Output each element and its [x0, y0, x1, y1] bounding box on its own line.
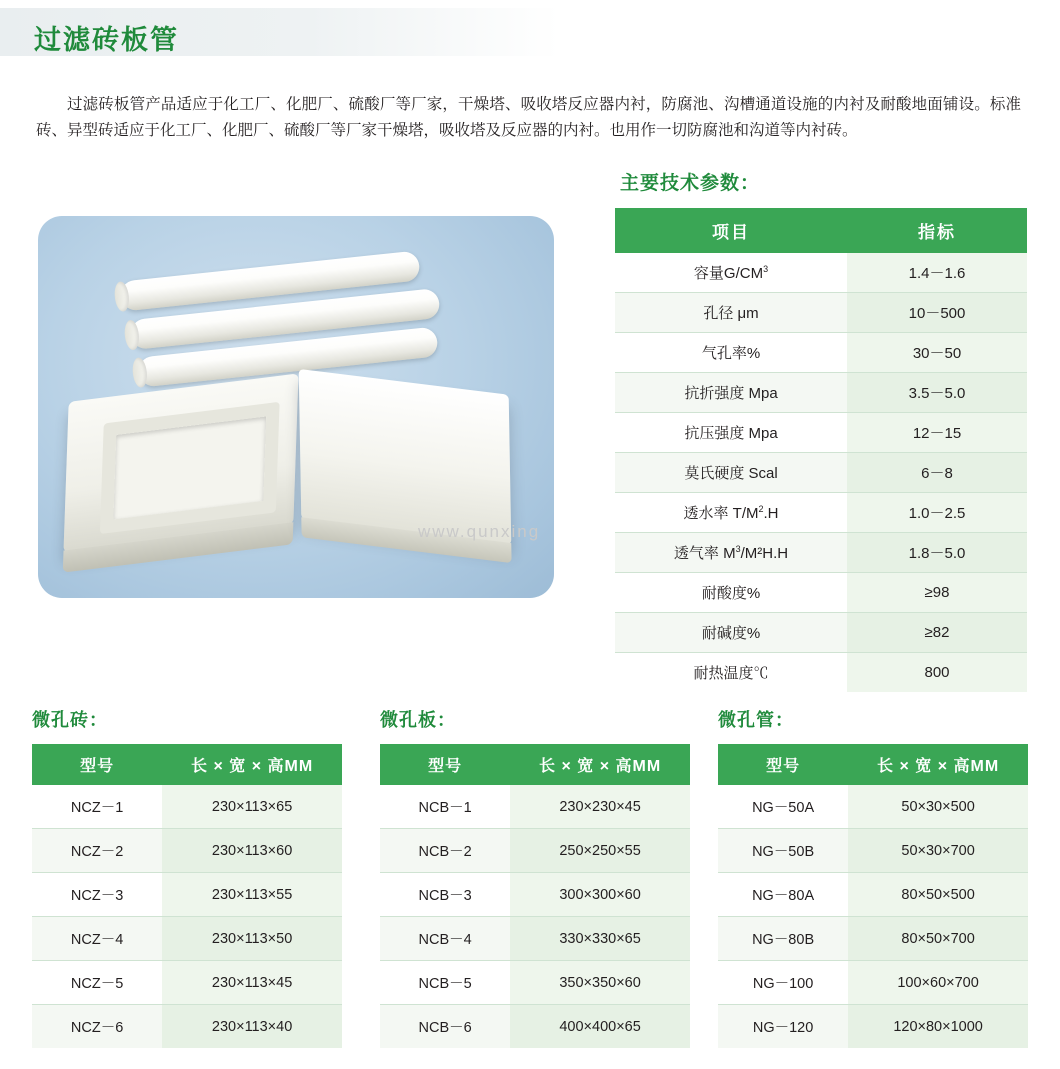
table-title: 微孔板： — [380, 710, 456, 730]
model-cell: NCZ－4 — [32, 917, 162, 961]
plate-edge — [301, 517, 511, 563]
size-cell: 230×113×50 — [162, 917, 342, 961]
size-cell: 350×350×60 — [510, 961, 690, 1005]
spec-value-cell: 30－50 — [847, 333, 1027, 373]
spec-table-row — [615, 373, 1027, 413]
superscript: 3 — [735, 544, 741, 554]
spec-value-cell: 800 — [847, 653, 1027, 693]
table-header-row — [380, 744, 690, 785]
spec-table-row — [615, 453, 1027, 493]
table-row — [380, 873, 690, 917]
size-cell: 80×50×700 — [848, 917, 1028, 961]
model-cell: NCZ－2 — [32, 829, 162, 873]
model-table-block-brick — [32, 706, 342, 1048]
spec-item-cell: 莫氏硬度 Scal — [615, 453, 847, 493]
page-title: 过滤砖板管 — [34, 25, 179, 55]
size-cell: 50×30×700 — [848, 829, 1028, 873]
plate-groove — [100, 402, 280, 534]
spec-value-cell: 1.0－2.5 — [847, 493, 1027, 533]
spec-item-cell: 透水率 $T/M^2.H$ — [615, 493, 847, 533]
model-cell: NCB－4 — [380, 917, 510, 961]
header-model: 型号 — [32, 744, 162, 785]
size-cell: 230×113×55 — [162, 873, 342, 917]
spec-item-cell: 透气率 $M^3/M^2H.H$ — [615, 533, 847, 573]
table-header-row — [32, 744, 342, 785]
spec-table-title: 主要技术参数： — [620, 173, 761, 194]
spec-value-cell: 10－500 — [847, 293, 1027, 333]
spec-table-row — [615, 613, 1027, 653]
spec-item-cell: 耐酸度% — [615, 573, 847, 613]
size-cell: 50×30×500 — [848, 785, 1028, 829]
header-model: 型号 — [718, 744, 848, 785]
table-row — [32, 829, 342, 873]
table-row — [718, 785, 1028, 829]
spec-table-row — [615, 533, 1027, 573]
table-row — [380, 785, 690, 829]
tube-cap — [113, 281, 130, 312]
size-cell: 80×50×500 — [848, 873, 1028, 917]
watermark: www.qunxing — [418, 522, 541, 541]
model-cell: NCB－3 — [380, 873, 510, 917]
table-row — [380, 917, 690, 961]
spec-value-cell: ≥98 — [847, 573, 1027, 613]
size-cell: 230×113×45 — [162, 961, 342, 1005]
table-row — [380, 829, 690, 873]
spec-header-value: 指标 — [847, 208, 1027, 253]
model-cell: NG－50B — [718, 829, 848, 873]
model-cell: NCB－6 — [380, 1005, 510, 1049]
spec-item-cell: 孔径 μm — [615, 293, 847, 333]
spec-item-cell: 抗压强度 Mpa — [615, 413, 847, 453]
table-title: 微孔砖： — [32, 710, 108, 730]
model-cell: NG－100 — [718, 961, 848, 1005]
spec-item-cell: 容量$G/CM^3$ — [615, 253, 847, 293]
spec-value-cell: 6－8 — [847, 453, 1027, 493]
table-title: 微孔管： — [718, 710, 794, 730]
model-cell: NCZ－3 — [32, 873, 162, 917]
size-cell: 230×230×45 — [510, 785, 690, 829]
product-photo — [38, 216, 554, 598]
flat-plate — [299, 369, 512, 545]
table-row — [718, 873, 1028, 917]
spec-table-row — [615, 253, 1027, 293]
table-row — [718, 917, 1028, 961]
header-size: 长 × 宽 × 高MM — [848, 744, 1028, 785]
tube-cap — [123, 319, 140, 350]
spec-table-row — [615, 493, 1027, 533]
plate-edge — [63, 522, 294, 572]
spec-table — [615, 208, 1027, 692]
model-table — [380, 744, 690, 1048]
size-cell: 120×80×1000 — [848, 1005, 1028, 1049]
spec-table-row — [615, 333, 1027, 373]
model-cell: NCZ－6 — [32, 1005, 162, 1049]
size-cell: 400×400×65 — [510, 1005, 690, 1049]
size-cell: 230×113×65 — [162, 785, 342, 829]
table-row — [718, 829, 1028, 873]
model-cell: NCB－5 — [380, 961, 510, 1005]
spec-value-cell: 3.5－5.0 — [847, 373, 1027, 413]
table-row — [718, 1005, 1028, 1049]
table-header-row — [718, 744, 1028, 785]
model-cell: NG－80B — [718, 917, 848, 961]
table-row — [32, 873, 342, 917]
spec-value-cell: ≥82 — [847, 613, 1027, 653]
spec-value-cell: 1.8－5.0 — [847, 533, 1027, 573]
superscript: 3 — [763, 264, 769, 274]
model-table-block-tube — [718, 706, 1028, 1048]
spec-table-header-row — [615, 208, 1027, 253]
header-size: 长 × 宽 × 高MM — [162, 744, 342, 785]
model-cell: NG－120 — [718, 1005, 848, 1049]
spec-value-cell: 12－15 — [847, 413, 1027, 453]
intro-paragraph: 过滤砖板管产品适应于化工厂、化肥厂、硫酸厂等厂家，干燥塔、吸收塔反应器内衬，防腐池、沟槽通道设施的内衬及耐酸地面铺设。标准砖、异型砖适应于化工厂、化肥厂、硫酸厂等厂家干燥塔，吸收塔及反应器的内衬。也用作一切防腐池和沟道等内衬砖。 — [36, 95, 1021, 139]
spec-item-cell: 耐热温度℃ — [615, 653, 847, 693]
table-row — [32, 961, 342, 1005]
tube-cap — [131, 357, 148, 388]
model-cell: NG－80A — [718, 873, 848, 917]
spec-header-item: 项目 — [615, 208, 847, 253]
header-size: 长 × 宽 × 高MM — [510, 744, 690, 785]
model-cell: NG－50A — [718, 785, 848, 829]
spec-table-row — [615, 413, 1027, 453]
spec-item-cell: 气孔率% — [615, 333, 847, 373]
table-row — [32, 785, 342, 829]
table-row — [380, 961, 690, 1005]
header-model: 型号 — [380, 744, 510, 785]
spec-table-row — [615, 653, 1027, 693]
model-cell: NCZ－1 — [32, 785, 162, 829]
spec-table-row — [615, 573, 1027, 613]
spec-table-row — [615, 293, 1027, 333]
size-cell: 230×113×40 — [162, 1005, 342, 1049]
size-cell: 300×300×60 — [510, 873, 690, 917]
table-row — [380, 1005, 690, 1049]
model-table — [718, 744, 1028, 1048]
spec-item-cell: 抗折强度 Mpa — [615, 373, 847, 413]
grooved-plate — [63, 373, 298, 552]
superscript: 2 — [758, 504, 764, 514]
model-cell: NCB－1 — [380, 785, 510, 829]
size-cell: 230×113×60 — [162, 829, 342, 873]
spec-value-cell: 1.4－1.6 — [847, 253, 1027, 293]
table-row — [718, 961, 1028, 1005]
table-row — [32, 1005, 342, 1049]
size-cell: 100×60×700 — [848, 961, 1028, 1005]
model-cell: NCZ－5 — [32, 961, 162, 1005]
model-cell: NCB－2 — [380, 829, 510, 873]
size-cell: 250×250×55 — [510, 829, 690, 873]
table-row — [32, 917, 342, 961]
spec-item-cell: 耐碱度% — [615, 613, 847, 653]
model-table-block-plate — [380, 706, 690, 1048]
model-table — [32, 744, 342, 1048]
size-cell: 330×330×65 — [510, 917, 690, 961]
